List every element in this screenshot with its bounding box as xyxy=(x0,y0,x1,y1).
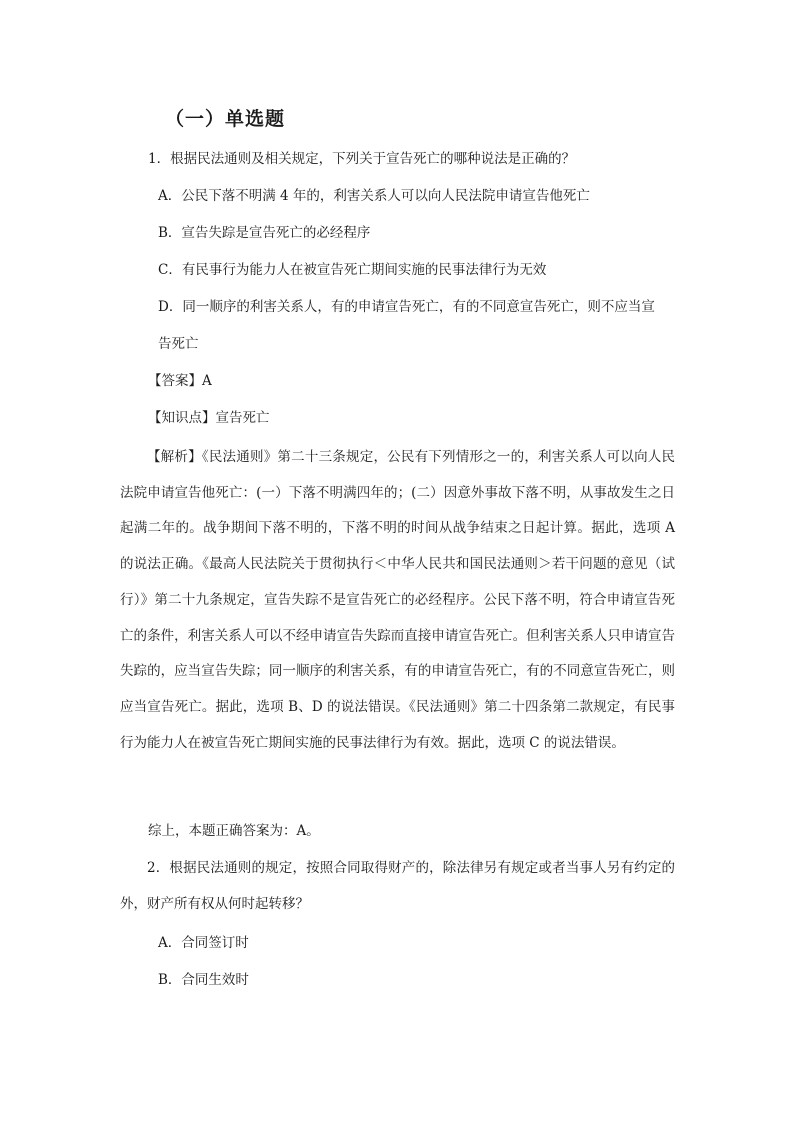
question-1-summary: 综上，本题正确答案为：A。 xyxy=(148,823,320,839)
question-1-stem: 1．根据民法通则及相关规定，下列关于宣告死亡的哪种说法是正确的？ xyxy=(148,151,576,167)
question-1-option-a: A．公民下落不明满 4 年的，利害关系人可以向人民法院申请宣告他死亡 xyxy=(158,188,590,204)
question-2-option-b: B．合同生效时 xyxy=(158,972,249,988)
question-1-option-c: C．有民事行为能力人在被宣告死亡期间实施的民事法律行为无效 xyxy=(158,262,547,278)
question-2-option-a: A．合同签订时 xyxy=(158,935,249,951)
question-2-stem: 2．根据民法通则的规定，按照合同取得财产的，除法律另有规定或者当事人另有约定的外，财产所有权从何时起转移？ xyxy=(120,860,675,912)
question-1-knowledge-point: 【知识点】宣告死亡 xyxy=(148,410,270,426)
section-title: （一）单选题 xyxy=(165,108,286,130)
question-1-answer: 【答案】A xyxy=(148,373,212,389)
question-1-option-d-continued: 告死亡 xyxy=(158,336,199,352)
question-1-option-b: B．宣告失踪是宣告死亡的必经程序 xyxy=(158,225,371,241)
question-1-analysis: 【解析】《民法通则》第二十三条规定，公民有下列情形之一的，利害关系人可以向人民法院申请宣告他死亡：(一）下落不明满四年的；(二）因意外事故下落不明，从事故发生之日起满二年的。战争期间下落不明的，下落不明的时间从战争结束之日起计算。据此，选项 A 的说法正确。《最高人民法院关于贯彻执行＜中华人民共和国民法通则＞若干问题的意见（试行）》第二十九条规定，宣告失踪不是宣告死亡的必经程序。公民下落不明，符合申请宣告死亡的条件，利害关系人可以不经申请宣告失踪而直接申请宣告死亡。但利害关系人只申请宣告失踪的，应当宣告失踪；同一顺序的利害关系，有的申请宣告死亡，有的不同意宣告死亡，则应当宣告死亡。据此，选项 B、D 的说法错误。《民法通则》第二十四条第二款规定，有民事行为能力人在被宣告死亡期间实施的民事法律行为有效。据此，选项 C 的说法错误。 xyxy=(120,449,675,751)
question-1-option-d: D．同一顺序的利害关系人，有的申请宣告死亡，有的不同意宣告死亡，则不应当宣 xyxy=(158,299,655,315)
